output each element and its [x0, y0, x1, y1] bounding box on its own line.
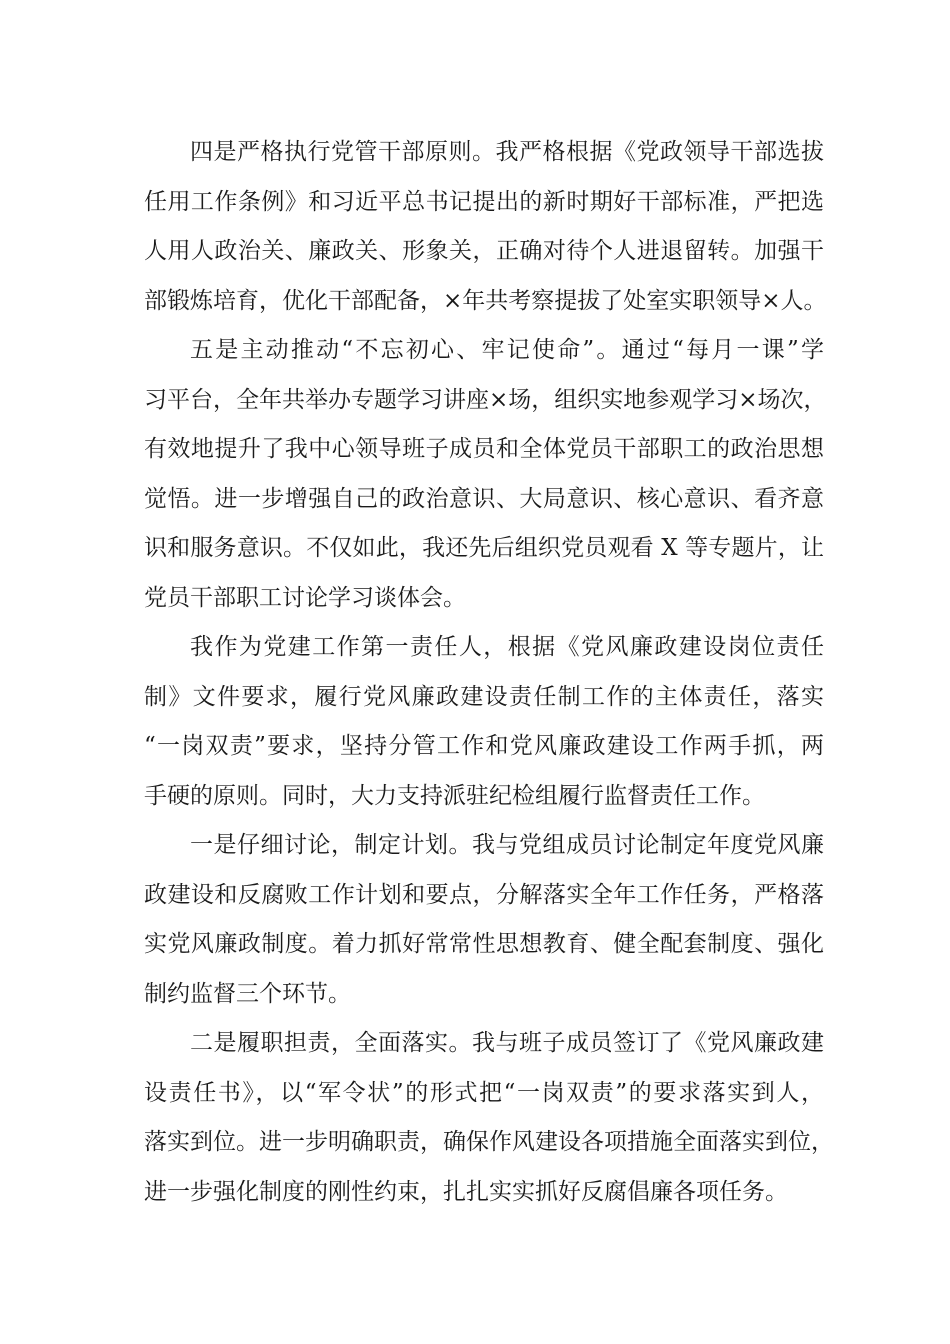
text-line: 制约监督三个环节。	[144, 980, 351, 1007]
text-line: 识和服务意识。不仅如此，我还先后组织党员观看 X 等专题片，让	[144, 535, 824, 561]
text-line: 设责任书》，以“军令状”的形式把“一岗双责”的要求落实到人，	[144, 1079, 824, 1106]
paragraph	[144, 128, 827, 326]
text-line: 习平台，全年共举办专题学习讲座×场，组织实地参观学习×场次，	[144, 386, 827, 413]
text-line: 四是严格执行党管干部原则。我严格根据《党政领导干部选拔	[190, 139, 824, 165]
paragraph	[144, 1019, 834, 1217]
text-line: 实党风廉政制度。着力抓好常常性思想教育、健全配套制度、强化	[144, 931, 824, 957]
text-line: 手硬的原则。同时，大力支持派驻纪检组履行监督责任工作。	[144, 782, 765, 809]
text-line: 我作为党建工作第一责任人，根据《党风廉政建设岗位责任	[190, 634, 824, 660]
paragraph	[144, 623, 824, 821]
paragraph	[144, 821, 824, 1019]
text-line: 二是履职担责，全面落实。我与班子成员签订了《党风廉政建	[190, 1030, 824, 1056]
text-line: 落实到位。进一步明确职责，确保作风建设各项措施全面落实到位，	[144, 1129, 834, 1155]
text-line: 觉悟。进一步增强自己的政治意识、大局意识、核心意识、看齐意	[144, 485, 824, 512]
text-line: 部锻炼培育，优化干部配备，×年共考察提拔了处室实职领导×人。	[144, 287, 827, 314]
paragraph	[144, 326, 827, 623]
document-body	[144, 128, 834, 1217]
text-line: 五是主动推动“不忘初心、牢记使命”。通过“每月一课”学	[190, 337, 824, 363]
text-line: 进一步强化制度的刚性约束，扎扎实实抓好反腐倡廉各项任务。	[144, 1178, 788, 1205]
text-line: 一是仔细讨论，制定计划。我与党组成员讨论制定年度党风廉	[190, 832, 824, 858]
text-line: 有效地提升了我中心领导班子成员和全体党员干部职工的政治思想	[144, 436, 824, 462]
text-line: 人用人政治关、廉政关、形象关，正确对待个人进退留转。加强干	[144, 238, 824, 264]
text-line: 任用工作条例》和习近平总书记提出的新时期好干部标准，严把选	[144, 188, 824, 215]
text-line: 制》文件要求，履行党风廉政建设责任制工作的主体责任，落实	[144, 683, 824, 710]
text-line: 党员干部职工讨论学习谈体会。	[144, 584, 466, 611]
text-line: 政建设和反腐败工作计划和要点，分解落实全年工作任务，严格落	[144, 881, 824, 908]
text-line: “一岗双责”要求，坚持分管工作和党风廉政建设工作两手抓，两	[144, 733, 824, 759]
